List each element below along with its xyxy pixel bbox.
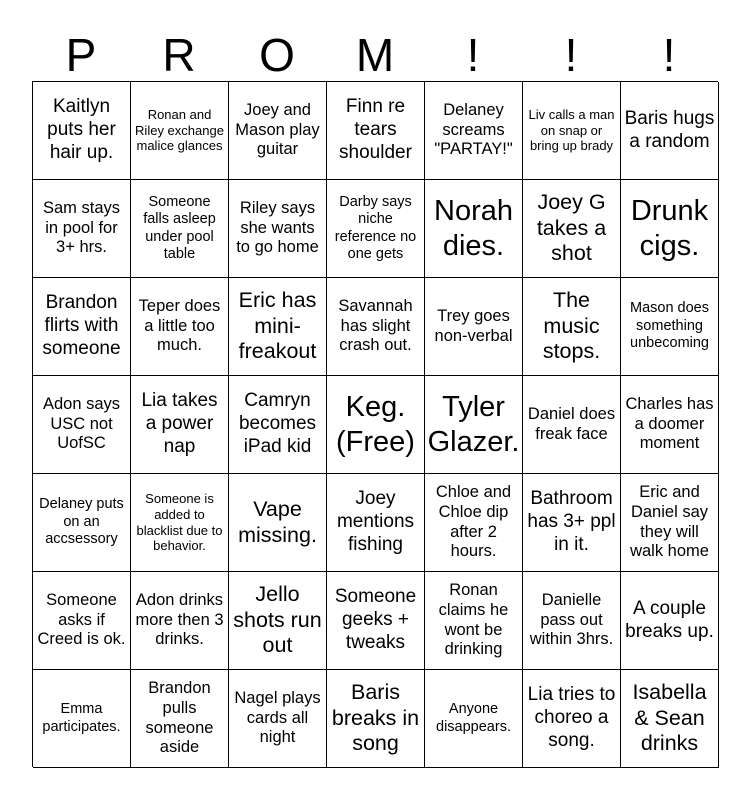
header-letter: ! [466, 29, 480, 81]
bingo-cell[interactable]: Someone falls asleep under pool table [131, 180, 229, 278]
bingo-cell[interactable]: Drunk cigs. [621, 180, 719, 278]
bingo-cell[interactable]: Jello shots run out [229, 572, 327, 670]
bingo-cell[interactable]: Baris hugs a random [621, 82, 719, 180]
bingo-cell[interactable]: Eric and Daniel say they will walk home [621, 474, 719, 572]
bingo-cell[interactable]: Keg. (Free) [327, 376, 425, 474]
bingo-cell[interactable]: Camryn becomes iPad kid [229, 376, 327, 474]
bingo-cell[interactable]: Delaney screams "PARTAY!" [425, 82, 523, 180]
bingo-cell[interactable]: Sam stays in pool for 3+ hrs. [33, 180, 131, 278]
bingo-cell[interactable]: Charles has a doomer moment [621, 376, 719, 474]
bingo-cell[interactable]: Trey goes non-verbal [425, 278, 523, 376]
bingo-cell[interactable]: Bathroom has 3+ ppl in it. [523, 474, 621, 572]
header-letter: M [355, 29, 395, 81]
bingo-cell[interactable]: Savannah has slight crash out. [327, 278, 425, 376]
bingo-cell[interactable]: Isabella & Sean drinks [621, 670, 719, 768]
bingo-cell[interactable]: Delaney puts on an accsessory [33, 474, 131, 572]
bingo-cell[interactable]: Kaitlyn puts her hair up. [33, 82, 131, 180]
bingo-board [32, 81, 718, 767]
bingo-cell[interactable]: Joey G takes a shot [523, 180, 621, 278]
bingo-cell[interactable]: Nagel plays cards all night [229, 670, 327, 768]
bingo-cell[interactable]: Joey mentions fishing [327, 474, 425, 572]
bingo-cell[interactable]: A couple breaks up. [621, 572, 719, 670]
bingo-cell[interactable]: Joey and Mason play guitar [229, 82, 327, 180]
bingo-cell[interactable]: Ronan and Riley exchange malice glances [131, 82, 229, 180]
bingo-cell[interactable]: Adon says USC not UofSC [33, 376, 131, 474]
bingo-cell[interactable]: Vape missing. [229, 474, 327, 572]
bingo-cell[interactable]: Brandon pulls someone aside [131, 670, 229, 768]
bingo-cell[interactable]: Chloe and Chloe dip after 2 hours. [425, 474, 523, 572]
header-letter: ! [564, 29, 578, 81]
bingo-cell[interactable]: Ronan claims he wont be drinking [425, 572, 523, 670]
bingo-cell[interactable]: Lia tries to choreo a song. [523, 670, 621, 768]
bingo-cell[interactable]: Tyler Glazer. [425, 376, 523, 474]
bingo-cell[interactable]: Someone is added to blacklist due to behavior. [131, 474, 229, 572]
bingo-cell[interactable]: Riley says she wants to go home [229, 180, 327, 278]
bingo-cell[interactable]: Emma participates. [33, 670, 131, 768]
bingo-cell[interactable]: Liv calls a man on snap or bring up brady [523, 82, 621, 180]
bingo-cell[interactable]: Danielle pass out within 3hrs. [523, 572, 621, 670]
header-letter: ! [662, 29, 676, 81]
bingo-cell[interactable]: Darby says niche reference no one gets [327, 180, 425, 278]
bingo-cell[interactable]: Eric has mini-freakout [229, 278, 327, 376]
bingo-cell[interactable]: Anyone disappears. [425, 670, 523, 768]
bingo-cell[interactable]: Finn re tears shoulder [327, 82, 425, 180]
bingo-cell[interactable]: Norah dies. [425, 180, 523, 278]
bingo-cell[interactable]: Mason does something unbecoming [621, 278, 719, 376]
bingo-cell[interactable]: Someone asks if Creed is ok. [33, 572, 131, 670]
bingo-cell[interactable]: Baris breaks in song [327, 670, 425, 768]
header-letter: R [162, 29, 196, 81]
bingo-cell[interactable]: Lia takes a power nap [131, 376, 229, 474]
bingo-cell[interactable]: Someone geeks + tweaks [327, 572, 425, 670]
bingo-cell[interactable]: Teper does a little too much. [131, 278, 229, 376]
header-letter: O [259, 29, 295, 81]
bingo-cell[interactable]: Daniel does freak face [523, 376, 621, 474]
header-letter: P [65, 29, 97, 81]
bingo-cell[interactable]: Brandon flirts with someone [33, 278, 131, 376]
bingo-cell[interactable]: The music stops. [523, 278, 621, 376]
bingo-header [32, 28, 718, 82]
bingo-cell[interactable]: Adon drinks more then 3 drinks. [131, 572, 229, 670]
